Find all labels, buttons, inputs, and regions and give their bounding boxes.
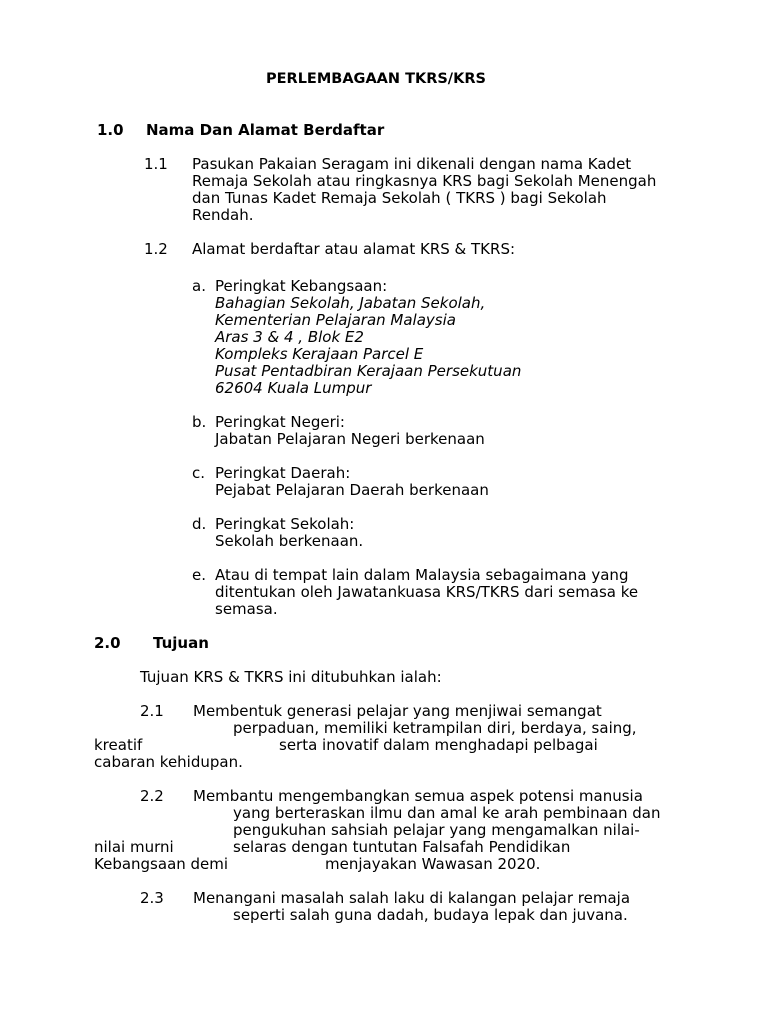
clause-2-1-line: perpaduan, memiliki ketrampilan diri, berdaya, saing, — [233, 719, 637, 737]
item-d-marker: d. — [192, 515, 207, 533]
clause-2-2-line: menjayakan Wawasan 2020. — [325, 855, 541, 873]
clause-2-2-line: yang berteraskan ilmu dan amal ke arah pembinaan dan — [233, 804, 661, 822]
address-line: Bahagian Sekolah, Jabatan Sekolah, — [215, 294, 486, 312]
item-b-value: Jabatan Pelajaran Negeri berkenaan — [215, 430, 485, 448]
section-1-heading: Nama Dan Alamat Berdaftar — [146, 121, 385, 139]
item-d-label: Peringkat Sekolah: — [215, 515, 355, 533]
clause-2-2-line: Membantu mengembangkan semua aspek potensi manusia — [193, 787, 643, 805]
document-title: PERLEMBAGAAN TKRS/KRS — [266, 71, 486, 87]
item-a-label: Peringkat Kebangsaan: — [215, 277, 388, 295]
section-2-number: 2.0 — [94, 634, 121, 652]
clause-2-1-line: Membentuk generasi pelajar yang menjiwai semangat — [193, 702, 602, 720]
clause-2-1-line: kreatif — [94, 736, 143, 754]
item-b-marker: b. — [192, 413, 207, 431]
section-2-heading: Tujuan — [153, 634, 209, 652]
clause-2-1-line: serta inovatif dalam menghadapi pelbagai — [279, 736, 598, 754]
address-line: Pusat Pentadbiran Kerajaan Persekutuan — [215, 362, 522, 380]
item-b-label: Peringkat Negeri: — [215, 413, 345, 431]
clause-1-1-line: Remaja Sekolah atau ringkasnya KRS bagi Sekolah Menengah — [192, 172, 657, 190]
clause-2-2-line: nilai murni — [94, 838, 174, 856]
address-line: Kompleks Kerajaan Parcel E — [215, 345, 424, 363]
clause-2-3-line: Menangani masalah salah laku di kalangan pelajar remaja — [193, 889, 631, 907]
clause-1-1-line: Rendah. — [192, 206, 254, 224]
item-a-marker: a. — [192, 277, 206, 295]
clause-2-1-number: 2.1 — [140, 702, 164, 720]
clause-2-3-line: seperti salah guna dadah, budaya lepak dan juvana. — [233, 906, 628, 924]
item-c-marker: c. — [192, 464, 206, 482]
clause-1-1-number: 1.1 — [144, 155, 168, 173]
clause-2-2-line: Kebangsaan demi — [94, 855, 229, 873]
item-d-value: Sekolah berkenaan. — [215, 532, 364, 550]
clause-2-3-number: 2.3 — [140, 889, 164, 907]
item-c-label: Peringkat Daerah: — [215, 464, 351, 482]
clause-1-1-line: Pasukan Pakaian Seragam ini dikenali dengan nama Kadet — [192, 155, 632, 173]
item-e-line: Atau di tempat lain dalam Malaysia sebagaimana yang — [215, 566, 629, 584]
address-line: Aras 3 & 4 , Blok E2 — [215, 328, 364, 346]
clause-2-2-line: pengukuhan sahsiah pelajar yang mengamalkan nilai- — [233, 821, 640, 839]
clause-1-2-text: Alamat berdaftar atau alamat KRS & TKRS: — [192, 240, 516, 258]
section-1-number: 1.0 — [97, 121, 124, 139]
clause-2-2-number: 2.2 — [140, 787, 164, 805]
item-e-line: ditentukan oleh Jawatankuasa KRS/TKRS dari semasa ke — [215, 583, 639, 601]
clause-1-1-line: dan Tunas Kadet Remaja Sekolah ( TKRS ) bagi Sekolah — [192, 189, 607, 207]
item-c-value: Pejabat Pelajaran Daerah berkenaan — [215, 481, 489, 499]
item-e-marker: e. — [192, 566, 206, 584]
section-2-intro: Tujuan KRS & TKRS ini ditubuhkan ialah: — [140, 668, 442, 686]
clause-2-1-line: cabaran kehidupan. — [94, 753, 243, 771]
clause-1-2-number: 1.2 — [144, 240, 168, 258]
item-e-line: semasa. — [215, 600, 278, 618]
clause-2-2-line: selaras dengan tuntutan Falsafah Pendidikan — [233, 838, 571, 856]
address-line: 62604 Kuala Lumpur — [215, 379, 372, 397]
address-line: Kementerian Pelajaran Malaysia — [215, 311, 456, 329]
